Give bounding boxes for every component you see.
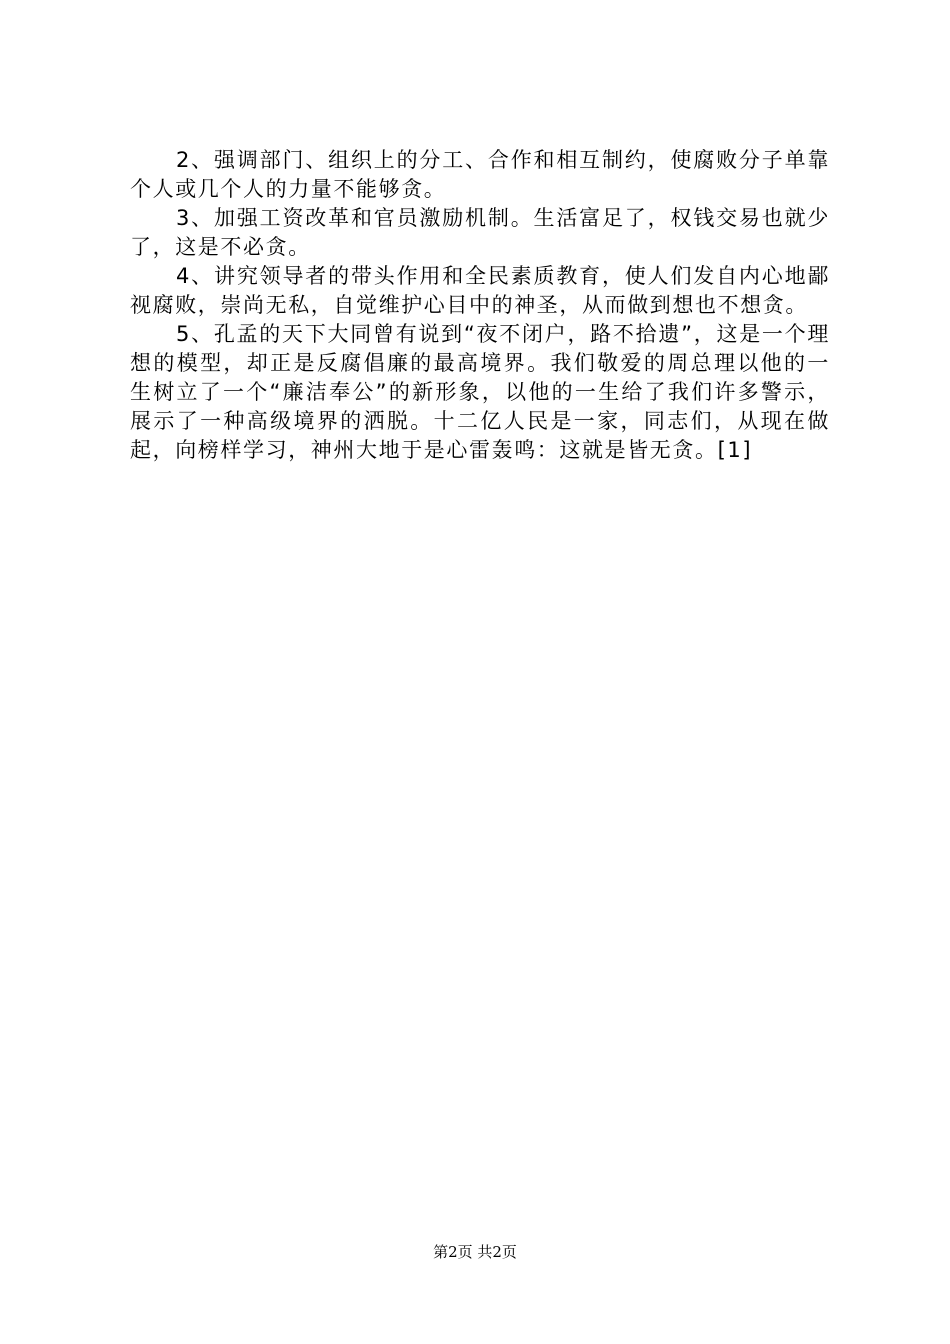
paragraph-4: 4、讲究领导者的带头作用和全民素质教育，使人们发自内心地鄙视腐败，崇尚无私，自觉维护心目中的神圣，从而做到想也不想贪。 (130, 264, 830, 317)
paragraph-5: 5、孔孟的天下大同曾有说到“夜不闭户，路不拾遗”，这是一个理想的模型，却正是反腐倡廉的最高境界。我们敬爱的周总理以他的一生树立了一个“廉洁奉公”的新形象，以他的一生给了我们许多警示，展示了一种高级境界的洒脱。十二亿人民是一家，同志们，从现在做起，向榜样学习，神州大地于是心雷轰鸣：这就是皆无贪。[1] (130, 322, 830, 462)
document-body (130, 146, 830, 465)
page-number-footer: 第2页 共2页 (433, 1243, 517, 1261)
paragraph-3: 3、加强工资改革和官员激励机制。生活富足了，权钱交易也就少了，这是不必贪。 (130, 206, 830, 259)
paragraph-2: 2、强调部门、组织上的分工、合作和相互制约，使腐败分子单靠个人或几个人的力量不能够贪。 (130, 148, 830, 201)
